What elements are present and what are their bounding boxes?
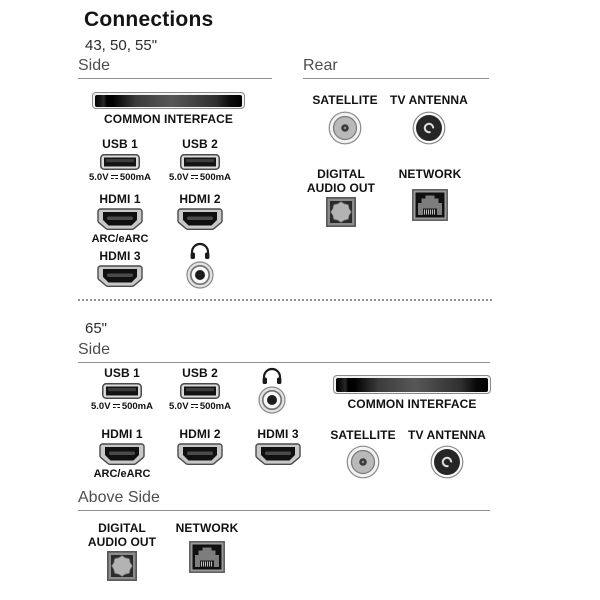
common-interface-label: COMMON INTERFACE xyxy=(104,112,233,127)
rear-header: Rear xyxy=(303,57,489,79)
network-port xyxy=(390,167,470,221)
audio-jack-icon xyxy=(186,261,214,289)
common-interface-slot-icon xyxy=(333,375,491,394)
common-interface-port xyxy=(333,375,491,411)
side-header: Side xyxy=(78,57,272,79)
tv-antenna-port xyxy=(399,428,495,479)
satellite-label: SATELLITE xyxy=(330,428,396,442)
hdmi3-label: HDMI 3 xyxy=(99,249,141,263)
usb2-label: USB 2 xyxy=(182,137,218,151)
network-port xyxy=(167,521,247,573)
tv-antenna-connector-icon xyxy=(412,111,446,145)
hdmi3-label: HDMI 3 xyxy=(257,427,299,441)
hdmi1-port xyxy=(89,192,151,245)
dc-symbol-icon xyxy=(113,404,120,410)
ethernet-port-icon xyxy=(412,189,448,221)
hdmi3-port xyxy=(247,427,309,466)
hdmi2-port xyxy=(169,192,231,231)
digital-audio-out-label-line2: AUDIO OUT xyxy=(87,535,157,549)
size-variant-large: 65" xyxy=(85,320,108,337)
satellite-port xyxy=(305,93,385,145)
digital-audio-out-label-line2: AUDIO OUT xyxy=(306,181,376,195)
usb1-rating-volts: 5.0V xyxy=(89,172,109,183)
hdmi-port-icon xyxy=(177,443,223,466)
usb2-rating-ma: 500mA xyxy=(199,401,231,412)
digital-audio-out-port xyxy=(77,521,167,581)
dc-symbol-icon xyxy=(191,404,198,410)
common-interface-slot-icon xyxy=(92,92,245,109)
ethernet-port-icon xyxy=(189,541,225,573)
headphone-port xyxy=(174,242,226,289)
hdmi1-label: HDMI 1 xyxy=(101,427,143,441)
above-side-header: Above Side xyxy=(78,489,490,511)
satellite-label: SATELLITE xyxy=(312,93,378,107)
headphones-icon xyxy=(261,367,283,385)
audio-jack-icon xyxy=(258,386,286,414)
usb1-label: USB 1 xyxy=(104,366,140,380)
headphones-icon xyxy=(189,242,211,260)
network-label: NETWORK xyxy=(398,167,462,181)
hdmi-port-icon xyxy=(97,208,143,231)
usb1-rating-ma: 500mA xyxy=(119,172,151,183)
satellite-port xyxy=(323,428,403,479)
hdmi-port-icon xyxy=(255,443,301,466)
usb2-port xyxy=(169,137,231,183)
tv-antenna-label: TV ANTENNA xyxy=(390,93,468,107)
headphone-port xyxy=(246,367,298,414)
usb1-rating-volts: 5.0V xyxy=(91,401,111,412)
common-interface-port xyxy=(92,92,245,126)
usb2-rating-volts: 5.0V xyxy=(169,172,189,183)
side-header-large: Side xyxy=(78,341,490,363)
usb1-rating-ma: 500mA xyxy=(121,401,153,412)
satellite-connector-icon xyxy=(328,111,362,145)
usb2-rating-ma: 500mA xyxy=(199,172,231,183)
dc-symbol-icon xyxy=(111,175,118,181)
network-label: NETWORK xyxy=(175,521,239,535)
common-interface-label: COMMON INTERFACE xyxy=(347,397,477,412)
usb1-rating xyxy=(91,401,153,412)
usb2-label: USB 2 xyxy=(182,366,218,380)
hdmi2-port xyxy=(169,427,231,466)
usb-port-icon xyxy=(102,383,142,399)
hdmi1-sub-label: ARC/eARC xyxy=(91,233,149,245)
hdmi2-label: HDMI 2 xyxy=(179,427,221,441)
hdmi3-port xyxy=(89,249,151,288)
usb2-port xyxy=(169,366,231,412)
usb1-label: USB 1 xyxy=(102,137,138,151)
usb-port-icon xyxy=(180,154,220,170)
usb2-rating xyxy=(169,401,231,412)
hdmi2-label: HDMI 2 xyxy=(179,192,221,206)
dc-symbol-icon xyxy=(191,175,198,181)
usb1-port xyxy=(89,137,151,183)
digital-audio-out-port xyxy=(296,167,386,227)
tv-antenna-connector-icon xyxy=(430,445,464,479)
usb2-rating-volts: 5.0V xyxy=(169,401,189,412)
hdmi1-label: HDMI 1 xyxy=(99,192,141,206)
hdmi1-sub-label: ARC/eARC xyxy=(93,468,151,480)
hdmi-port-icon xyxy=(97,265,143,288)
size-variant-small: 43, 50, 55" xyxy=(85,37,158,54)
hdmi-port-icon xyxy=(99,443,145,466)
optical-audio-port-icon xyxy=(107,551,137,581)
tv-antenna-port xyxy=(381,93,477,145)
digital-audio-out-label-line1: DIGITAL xyxy=(98,521,146,535)
page-title: Connections xyxy=(84,8,214,31)
usb1-port xyxy=(91,366,153,412)
tv-antenna-label: TV ANTENNA xyxy=(408,428,486,442)
usb-port-icon xyxy=(100,154,140,170)
optical-audio-port-icon xyxy=(326,197,356,227)
section-divider xyxy=(78,299,492,301)
usb1-rating xyxy=(89,172,151,183)
hdmi-port-icon xyxy=(177,208,223,231)
digital-audio-out-label-line1: DIGITAL xyxy=(317,167,365,181)
hdmi1-port xyxy=(91,427,153,480)
usb-port-icon xyxy=(180,383,220,399)
usb2-rating xyxy=(169,172,231,183)
satellite-connector-icon xyxy=(346,445,380,479)
